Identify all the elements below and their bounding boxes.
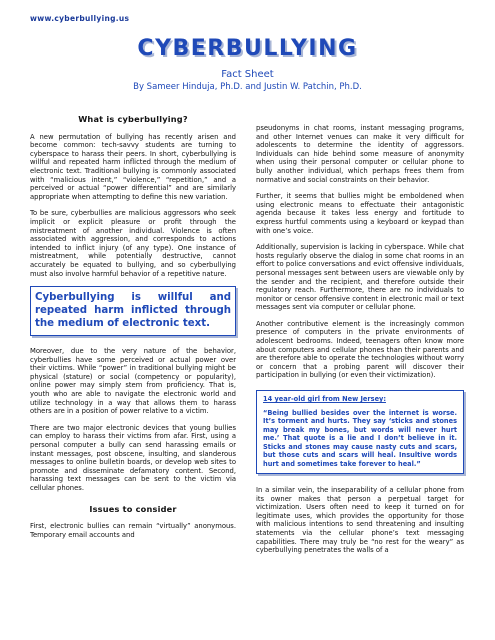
left-column	[30, 115, 236, 547]
site-url: www.cyberbullying.us	[30, 14, 130, 23]
paragraph: Moreover, due to the very nature of the behavior, cyberbullies have some perceived or actual power over their victims. While “power” in traditional bullying might be physical (stature) or social (competency or popularity), online power may simply stem from proficiency. That is, youth who are able to navigate the electronic world and utilize technology in a way that allows them to harass others are in a position of power relative to a victim.	[30, 347, 236, 416]
subtitle: Fact Sheet	[221, 69, 274, 80]
authors: By Sameer Hinduja, Ph.D. and Justin W. Patchin, Ph.D.	[133, 82, 362, 92]
callout-box: Cyberbullying is willful and repeated harm inflicted through the medium of electronic text.	[30, 286, 236, 336]
quote-box	[256, 390, 464, 474]
paragraph: A new permutation of bullying has recently arisen and become common: tech-savvy students are turning to cyberspace to harass their peers. In short, cyberbullying is willful and repeated harm inflicted through the medium of electronic text. Traditional bullying is commonly associated with “malicious intent,” “violence,” “repetition,” and a perceived or actual “power differential” and are similarly appropriate when attempting to define this new variation.	[30, 132, 236, 201]
heading-what-is: What is cyberbullying?	[78, 114, 188, 124]
paragraph: First, electronic bullies can remain “virtually” anonymous. Temporary email accounts and	[30, 522, 236, 539]
paragraph: Additionally, supervision is lacking in cyberspace. While chat hosts regularly observe the dialog in some chat rooms in an effort to police conversations and evict offensive individuals, personal messages sent between users are viewable only by the sender and the recipient, and therefore outside their regulatory reach. Furthermore, there are no individuals to monitor or censor offensive content in electronic mail or text messages sent via computer or cellular phone.	[256, 243, 464, 312]
paragraph: To be sure, cyberbullies are malicious aggressors who seek implicit or explicit pleasure or profit through the mistreatment of another individual. Violence is often associated with aggression, and corresponds to actions intended to inflict injury (of any type). One instance of mistreatment, while potentially destructive, cannot accurately be equated to bullying, and so cyberbullying must also involve harmful behavior of a repetitive nature.	[30, 209, 236, 278]
paragraph: In a similar vein, the inseparability of a cellular phone from its owner makes that person a perpetual target for victimization. Users often need to keep it turned on for legitimate uses, which provides the opportunity for those with malicious intentions to send threatening and insulting statements via the cellular phone’s text messaging capabilities. There may truly be “no rest for the weary” as cyberbullying penetrates the walls of a	[256, 486, 464, 555]
page-title: CYBERBULLYING	[137, 36, 358, 61]
quote-heading: 14 year-old girl from New Jersey:	[263, 395, 386, 404]
quote-text: “Being bullied besides over the internet is worse. It’s torment and hurts. They say ‘sticks and stones may break my bones, but words will never hurt me.’ That quote is a lie and I don’t believe in it. Sticks and stones may cause nasty cuts and scars, but those cuts and scars will heal. Insultive words hurt and sometimes take forever to heal.”	[263, 408, 457, 468]
paragraph: Another contributive element is the increasingly common presence of computers in the private environments of adolescent bedrooms. Indeed, teenagers often know more about computers and cellular phones than their parents and are therefore able to operate the technologies without worry or concern that a probing parent will discover their participation in bullying (or even their victimization).	[256, 319, 464, 380]
right-column	[256, 124, 464, 563]
paragraph: Further, it seems that bullies might be emboldened when using electronic means to effectuate their antagonistic agenda because it takes less energy and fortitude to express hurtful comments using a keyboard or keypad than with one’s voice.	[256, 192, 464, 235]
paragraph: pseudonyms in chat rooms, instant messaging programs, and other Internet venues can make it very difficult for adolescents to determine the identity of aggressors. Individuals can hide behind some measure of anonymity when using their personal computer or cellular phone to bully another individual, which perhaps frees them from normative and social constraints on their behavior.	[256, 124, 464, 184]
heading-issues: Issues to consider	[89, 503, 177, 514]
paragraph: There are two major electronic devices that young bullies can employ to harass their victims from afar. First, using a personal computer a bully can send harassing emails or instant messages, post obscene, insulting, and slanderous messages to online bulletin boards, or develop web sites to promote and disseminate defamatory content. Second, harassing text messages can be sent to the victim via cellular phones.	[30, 423, 236, 492]
